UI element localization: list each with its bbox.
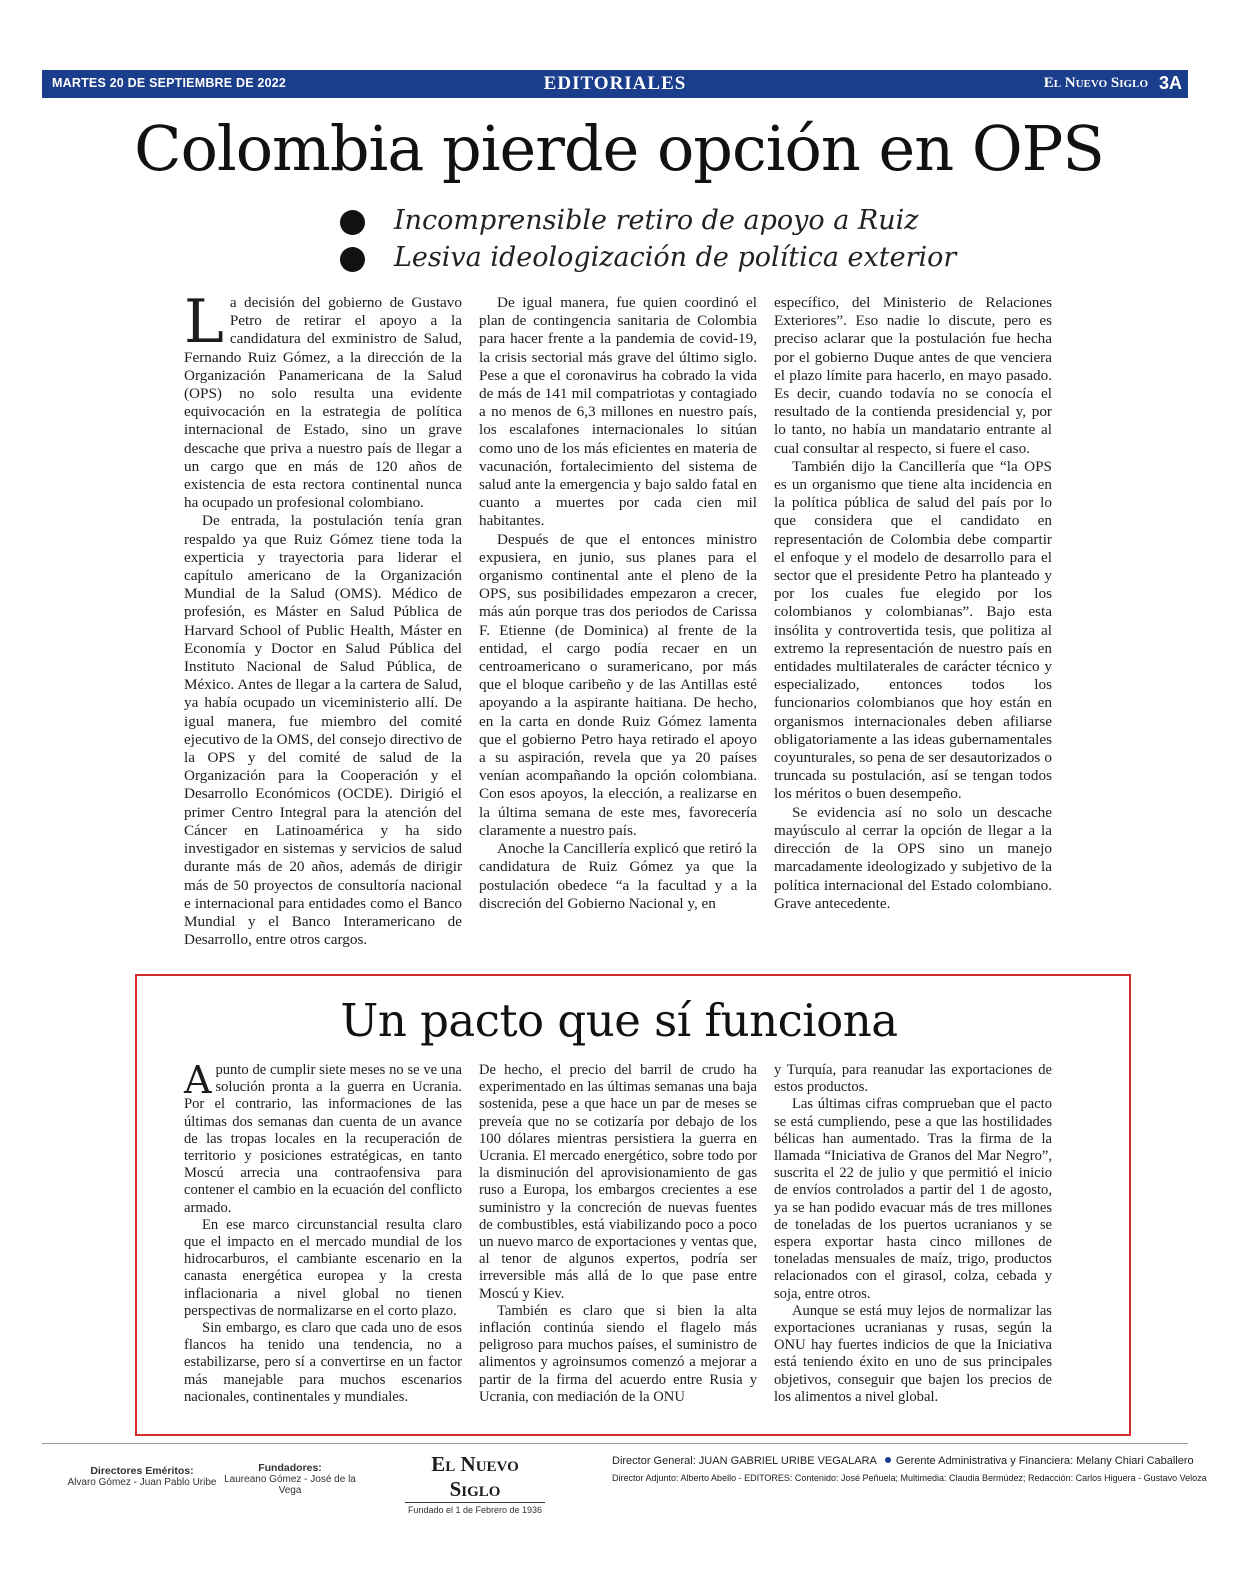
footer-logo: El Nuevo Siglo Fundado el 1 de Febrero de 1936 (405, 1452, 545, 1515)
paragraph: De igual manera, fue quien coordinó el plan de contingencia sanitaria de Colombia para hacer frente a la pandemia de covid-19, la crisis sectorial más grave del último siglo. Pese a que el coronavirus ha cobrado la vida de más de 141 mil compatriotas y contagiado a no menos de 6,3 millones en nuestro país, los escalafones internacionales lo sitúan como uno de los más eficientes en materia de vacunación, fortalecimiento del sistema de salud ante la emergencia y bajo saldo fatal en cuanto a muertes por cada cien mil habitantes. (479, 294, 757, 530)
drop-cap: A (184, 1058, 212, 1102)
paragraph: De entrada, la postulación tenía gran respaldo ya que Ruiz Gómez tiene toda la experticia y trayectoria para liderar el capítulo americano de la Organización Mundial de la Salud (OMS). Médico de profesión, es Máster en Salud Pública de Harvard School of Public Health, Máster en Economía y Doctor en Salud Pública del Instituto Nacional de Salud Pública, de México. Antes de llegar a la cartera de Salud, ya había ocupado un viceministerio allí. De igual manera, fue miembro del comité ejecutivo de la OMS, del consejo directivo de la OPS y del comité de salud de la Organización para la Cooperación y el Desarrollo Económicos (OCDE). Dirigió el primer Centro Integral para la atención del Cáncer en Latinoamérica y ha sido investigador en sistemas y servicios de salud durante más de 20 años, además de dirigir más de 50 proyectos de consultoría nacional e internacional para entidades como el Banco Mundial y el Banco Interamericano de Desarrollo, entre otros cargos. (184, 512, 462, 949)
footer-founders: Fundadores: Laureano Gómez - José de la Vega (224, 1462, 356, 1496)
drop-cap: L (184, 287, 224, 357)
article1-col1 (184, 287, 462, 964)
separator-dot-icon (885, 1457, 891, 1463)
paragraph: Las últimas cifras comprueban que el pacto se está cumpliendo, pese a que las hostilidades bélicas han aumentado. Tras la firma de la llamada “Iniciativa de Granos del Mar Negro”, suscrita el 22 de julio y que permitió el inicio de envíos controlados a partir del 1 de agosto, ya se han podido evacuar más de tres millones de toneladas de los puertos ucranianos y se espera exportar hasta cinco millones de toneladas mensuales de maíz, trigo, productos relacionados con el girasol, colza, cebada y soja, entre otros. (774, 1096, 1052, 1302)
paragraph: Aunque se está muy lejos de normalizar las exportaciones ucranianas y rusas, según la ONU hay fuertes indicios de que la Iniciativa está teniendo éxito en uno de sus principales objetivos, conseguir que bajen los precios de los alimentos a nivel global. (774, 1302, 1052, 1405)
article2-title: Un pacto que sí funciona (340, 994, 898, 1047)
footer-staff (612, 1455, 1207, 1483)
subhead-2: Lesiva ideologización de política exterior (340, 241, 956, 278)
paragraph: y Turquía, para reanudar las exportaciones de estos productos. (774, 1062, 1052, 1096)
paragraph: específico, del Ministerio de Relaciones Exteriores”. Eso nadie lo discute, pero es preciso aclarar que la postulación fue hecha por el gobierno Duque antes de que venciera el plazo límite para hacerlo, en mayo pasado. Es decir, cuando todavía no se conocía el resultado de la contienda presidencial y, por lo tanto, no había un mandatario entrante al cual consultar al respecto, si fuere el caso. (774, 294, 1052, 457)
footer-divider (42, 1443, 1188, 1444)
article2-col3 (774, 1062, 1052, 1422)
paper-name: El Nuevo Siglo (1043, 75, 1148, 91)
director-general: Director General: JUAN GABRIEL URIBE VEGALARA (612, 1455, 877, 1467)
bullet-dot-icon (340, 210, 365, 235)
article1-title: Colombia pierde opción en OPS (134, 112, 1104, 185)
article1-subheads (340, 204, 956, 278)
article2-col1 (184, 1058, 462, 1422)
header-bar (42, 70, 1188, 98)
paragraph: Se evidencia así no solo un descache mayúsculo al cerrar la opción de llegar a la dirección de la OPS sino un manejo marcadamente ideologizado y subjetivo de la política internacional del Estado colombiano. Grave antecedente. (774, 803, 1052, 912)
paragraph: La decisión del gobierno de Gustavo Petro de retirar el apoyo a la candidatura del exministro de Salud, Fernando Ruiz Gómez, a la dirección de la Organización Panamericana de la Salud (OPS) no solo resulta una evidente equivocación en la estrategia de política internacional de Estado, sino un grave descache que priva a nuestro país de llegar a un cargo que en más de 120 años de existencia de esta rectora continental nunca ha ocupado un profesional colombiano. (184, 287, 462, 512)
issue-date: MARTES 20 DE SEPTIEMBRE DE 2022 (52, 76, 287, 90)
manager: Gerente Administrativa y Financiera: Melany Chiari Caballero (895, 1455, 1194, 1467)
editors: Director Adjunto: Alberto Abello - EDITORES: Contenido: José Peñuela; Multimedia: Claudia Bermúdez; Redacción: Carlos Higuera - Gustavo Veloza (612, 1473, 1207, 1483)
paragraph: Apunto de cumplir siete meses no se ve una solución pronta a la guerra en Ucrania. Por el contrario, las informaciones de las últimas dos semanas dan cuenta de un avance de las tropas locales en la recuperación de territorio y posiciones estratégicas, en tanto Moscú arrecia una contraofensiva para contener el cambio en la ecuación del conflicto armado. (184, 1058, 462, 1216)
article2-col2 (479, 1062, 757, 1422)
paragraph: De hecho, el precio del barril de crudo ha experimentado en las últimas semanas una baja sostenida, pese a que hace un par de meses se preveía que no se cotizaría por debajo de los 100 dólares mientras persistiera la guerra en Ucrania. El mercado energético, sobre todo por la disminución del aprovisionamiento de gas ruso a Europa, los embargos crecientes a ese suministro y la concreción de nuevas fuentes de combustibles, está viabilizando poco a poco un nuevo marco de exportaciones y ventas que, al tenor de algunos expertos, podría ser irreversible más allá de lo que pase entre Moscú y Kiev. (479, 1062, 757, 1302)
paragraph: En ese marco circunstancial resulta claro que el impacto en el mercado mundial de los hidrocarburos, el cambiante escenario en la canasta energética europea y la cresta inflacionaria a nivel global no tienen perspectivas de normalizarse en el corto plazo. (184, 1216, 462, 1319)
footer-directors: Directores Eméritos: Alvaro Gómez - Juan Pablo Uribe (67, 1465, 217, 1488)
bullet-dot-icon (340, 247, 365, 272)
paragraph: También es claro que si bien la alta inflación continúa siendo el flagelo más peligroso para muchos países, el suministro de alimentos y agroinsumos comenzó a mejorar a partir de la firma del acuerdo entre Rusia y Ucrania, con mediación de la ONU (479, 1302, 757, 1405)
paragraph: También dijo la Cancillería que “la OPS es un organismo que tiene alta incidencia en la política pública de salud del país por lo que considera que el candidato en representación de Colombia debe compartir el enfoque y el modelo de desarrollo para el sector que el presidente Petro ha planteado y por los cuales fue elegido por los colombianos y colombianas”. Bajo esta insólita y controvertida tesis, que politiza al extremo la representación de nuestro país en entidades multilaterales de carácter técnico y especializado, entonces todos los funcionarios colombianos que hoy están en organismos internacionales deben afiliarse obligatoriamente a las ideas gubernamentales coyunturales, so pena de ser desautorizados o truncada su postulación, así se tengan todos los méritos o buen desempeño. (774, 457, 1052, 803)
paragraph: Anoche la Cancillería explicó que retiró la candidatura de Ruiz Gómez ya que la postulación obedece “a la facultad y a la discreción del Gobierno Nacional y, en (479, 840, 757, 912)
paragraph: Sin embargo, es claro que cada uno de esos flancos ha tenido una tendencia, no a estabilizarse, pero sí a convertirse en un factor más manejable para muchos escenarios nacionales, continentales y mundiales. (184, 1320, 462, 1405)
article1-col2 (479, 294, 757, 964)
article1-body (184, 287, 1052, 964)
subhead-1: Incomprensible retiro de apoyo a Ruiz (340, 204, 956, 241)
article1-col3 (774, 294, 1052, 964)
paragraph: Después de que el entonces ministro expusiera, en junio, sus planes para el organismo continental ante el pleno de la OPS, sus posibilidades empezaron a crecer, más aún porque tras dos periodos de Carissa F. Etienne (de Dominica) al frente de la entidad, el cargo podía recaer en un centroamericano o suramericano, por más que el bloque caribeño y de las Antillas esté apoyando a la aspirante haitiana. De hecho, en la carta en donde Ruiz Gómez lamenta que el gobierno Petro haya retirado el apoyo a su aspiración, revela que ya 20 países venían acompañando la opción colombiana. Con esos apoyos, la elección, a realizarse en la última semana de este mes, favorecería claramente a nuestro país. (479, 530, 757, 839)
article2-body (184, 1058, 1052, 1422)
page-number: 3A (1158, 73, 1182, 93)
section-title: EDITORIALES (543, 73, 687, 94)
